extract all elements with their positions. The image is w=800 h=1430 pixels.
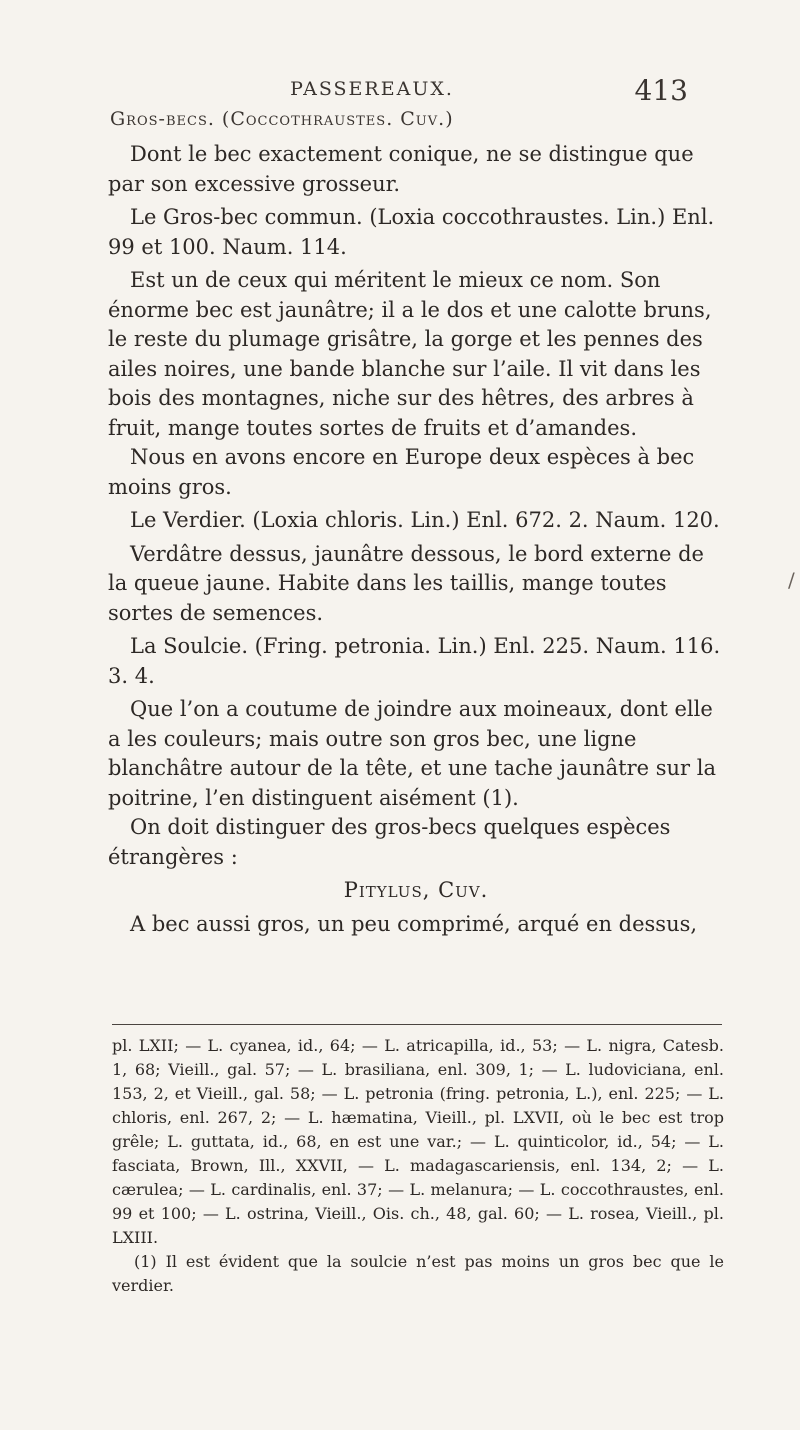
paragraph-verdier-description: Verdâtre dessus, jaunâtre dessous, le bord externe de la queue jaune. Habite dans les taillis, mange toutes sortes de semences. [108, 541, 704, 625]
paragraph-soulcie-description: Que l’on a coutume de joindre aux moineaux, dont elle a les couleurs; mais outre son gros bec, une ligne blanchâtre autour de la tête, et une tache jaunâtre sur la poitrine, l’en distinguent aisément (1). [108, 697, 716, 810]
running-head [0, 74, 800, 108]
paragraph-pitylus-description: A bec aussi gros, un peu comprimé, arqué en dessus, [130, 911, 698, 936]
page-number: 413 [634, 74, 688, 107]
paragraph-definition: Dont le bec exactement conique, ne se distingue que par son excessive grosseur. [108, 142, 694, 196]
section-heading: Gros-becs. (Coccothraustes. Cuv.) [110, 108, 454, 130]
margin-mark: / [788, 568, 795, 592]
paragraph-species-verdier: Le Verdier. (Loxia chloris. Lin.) Enl. 672. 2. Naum. 120. [130, 508, 720, 532]
paragraph-two-species: Nous en avons encore en Europe deux espèces à bec moins gros. [108, 445, 695, 499]
footnotes [112, 1034, 724, 1298]
running-title: PASSEREAUX. [290, 78, 454, 100]
footnote-continuation: pl. LXII; — L. cyanea, id., 64; — L. atricapilla, id., 53; — L. nigra, Catesb. 1, 68; Vieill., gal. 57; — L. brasiliana, enl. 309, 1; — L. ludoviciana, enl. 153, 2, et Vieill., gal. 58; — L. petronia (fring. petronia, L.), enl. 225; — L. chloris, enl. 267, 2; — L. hæmatina, Vieill., pl. LXVII, où le bec est trop grêle; L. guttata, id., 68, en est une var.; — L. quinticolor, id., 54; — L. fasciata, Brown, Ill., XXVII, — L. madagascariensis, enl. 134, 2; — L. cærulea; — L. cardinalis, enl. 37; — L. melanura; — L. coccothraustes, enl. 99 et 100; — L. ostrina, Vieill., Ois. ch., 48, gal. 60; — L. rosea, Vieill., pl. LXIII. [112, 1036, 724, 1247]
footnote-1: (1) Il est évident que la soulcie n’est pas moins un gros bec que le verdier. [112, 1252, 724, 1295]
subgenus-heading: Pitylus, Cuv. [343, 878, 489, 902]
footnote-rule [112, 1024, 722, 1025]
paragraph-species-gros-bec: Le Gros-bec commun. (Loxia coccothraustes. Lin.) Enl. 99 et 100. Naum. 114. [108, 205, 715, 259]
paragraph-foreign-species: On doit distinguer des gros-becs quelques espèces étrangères : [108, 815, 671, 869]
paragraph-gros-bec-description: Est un de ceux qui méritent le mieux ce nom. Son énorme bec est jaunâtre; il a le dos et une calotte bruns, le reste du plumage grisâtre, la gorge et les pennes des ailes noires, une bande blanche sur l’aile. Il vit dans les bois des montagnes, niche sur des hêtres, des arbres à fruit, mange toutes sortes de fruits et d’amandes. [108, 268, 712, 440]
body-text [108, 140, 724, 939]
paragraph-species-soulcie: La Soulcie. (Fring. petronia. Lin.) Enl. 225. Naum. 116. 3. 4. [108, 634, 721, 688]
